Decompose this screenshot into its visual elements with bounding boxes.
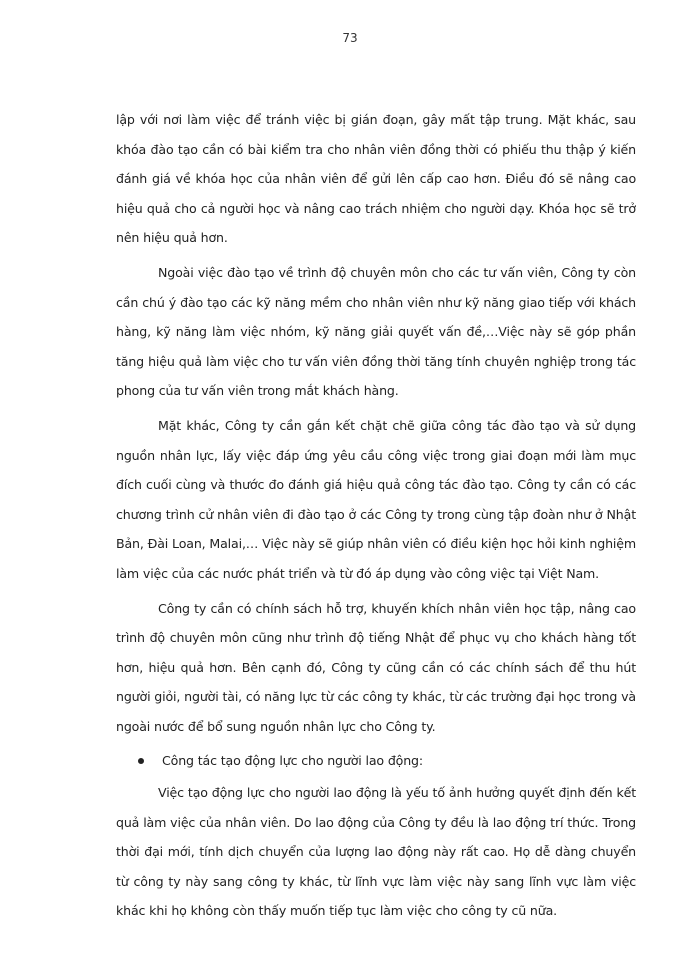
paragraph-motivation: Việc tạo động lực cho người lao động là yếu tố ảnh hưởng quyết định đến kết quả làm việc của nhân viên. Do lao động của Công ty đều là lao động trí thức. Trong thời đại mới, tính dịch chuyển của lượng lao động này rất cao. Họ dễ dàng chuyển từ công ty này sang công ty khác, từ lĩnh vực làm việc này sang lĩnh vực làm việc khác khi họ không còn thấy muốn tiếp tục làm việc cho công ty cũ nữa. [116,785,636,919]
paragraph-support-policy: Công ty cần có chính sách hỗ trợ, khuyến khích nhân viên học tập, nâng cao trình độ chuyên môn cũng như trình độ tiếng Nhật để phục vụ cho khách hàng tốt hơn, hiệu quả hơn. Bên cạnh đó, Công ty cũng cần có các chính sách để thu hút người giỏi, người tài, có năng lực từ các công ty khác, từ các trường đại học trong và ngoài nước để bổ sung nguồn nhân lực cho Công ty. [116,600,636,734]
paragraph-training-linkage: Mặt khác, Công ty cần gắn kết chặt chẽ giữa công tác đào tạo và sử dụng nguồn nhân lực, lấy việc đáp ứng yêu cầu công việc trong giai đoạn mới làm mục đích cuối cùng và thước đo đánh giá hiệu quả công tác đào tạo. Công ty cần có các chương trình cử nhân viên đi đào tạo ở các Công ty trong cùng tập đoàn như ở Nhật Bản, Đài Loan, Malai,… Việc này sẽ giúp nhân viên có điều kiện học hỏi kinh nghiệm làm việc của các nước phát triển và từ đó áp dụng vào công việc tại Việt Nam. [116,417,636,581]
paragraph-continuation: lập với nơi làm việc để tránh việc bị gián đoạn, gây mất tập trung. Mặt khác, sau khóa đào tạo cần có bài kiểm tra cho nhân viên đồng thời có phiếu thu thập ý kiến đánh giá về khóa học của nhân viên để gửi lên cấp cao hơn. Điều đó sẽ nâng cao hiệu quả cho cả người học và nâng cao trách nhiệm cho người dạy. Khóa học sẽ trở nên hiệu quả hơn. [116,112,636,246]
bullet-icon [138,758,144,764]
bullet-item [116,746,636,776]
paragraph-soft-skills: Ngoài việc đào tạo về trình độ chuyên môn cho các tư vấn viên, Công ty còn cần chú ý đào tạo các kỹ năng mềm cho nhân viên như kỹ năng giao tiếp với khách hàng, kỹ năng làm việc nhóm, kỹ năng giải quyết vấn đề,…Việc này sẽ góp phần tăng hiệu quả làm việc cho tư vấn viên đồng thời tăng tính chuyên nghiệp trong tác phong của tư vấn viên trong mắt khách hàng. [116,264,636,399]
bullet-text: Công tác tạo động lực cho người lao động: [162,753,423,769]
document-body [116,105,636,931]
page-number: 73 [342,31,358,45]
